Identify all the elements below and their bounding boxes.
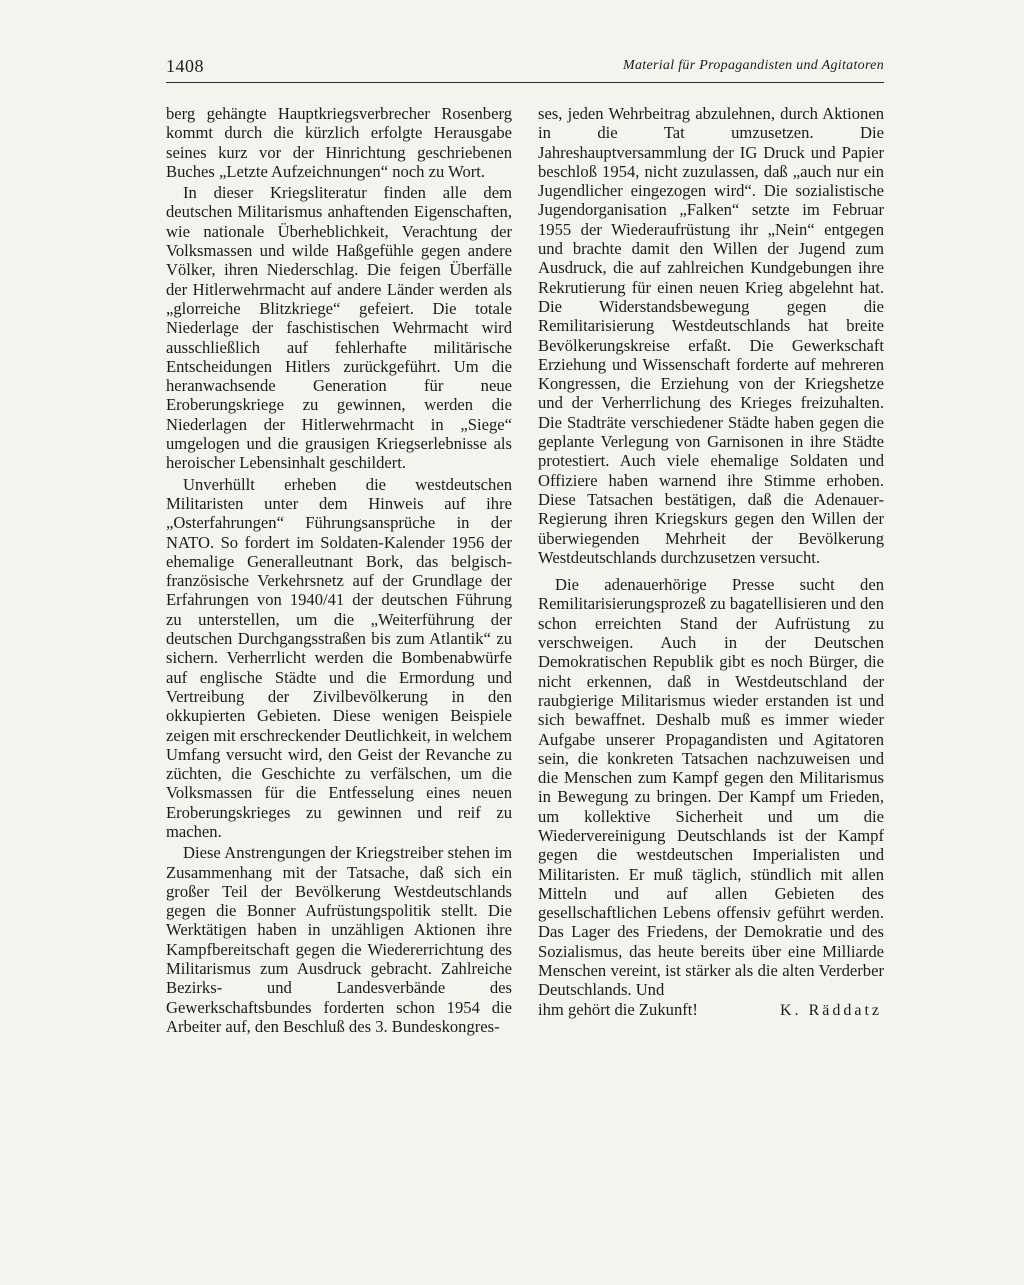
running-head: Material für Propagandisten und Agitatoren — [623, 58, 884, 73]
paragraph: Unverhüllt erheben die westdeutschen Militaristen unter dem Hinweis auf ihre „Osterfahrungen“ Führungsansprüche in der NATO. So fordert im Soldaten-Kalender 1956 der ehemalige Generalleutnant Bork, das belgisch-französische Verkehrsnetz auf der Grundlage der Erfahrungen von 1940/41 der deutschen Führung zu unterstellen, um die „Weiterführung der deutschen Durchgangsstraßen bis zum Atlantik“ zu sichern. Verherrlicht werden die Bombenabwürfe auf englische Städte und die Ermordung und Vertreibung der Zivilbevölkerung in den okkupierten Gebieten. Diese wenigen Beispiele zeigen mit erschreckender Deutlichkeit, in welchem Umfang versucht wird, den Geist der Revanche zu züchten, die Geschichte zu verfälschen, um die Volksmassen für die Entfesselung eines neuen Eroberungskrieges zu gewinnen und reif zu machen. — [166, 474, 512, 841]
paragraph: ses, jeden Wehrbeitrag abzulehnen, durch Aktionen in die Tat umzusetzen. Die Jahreshauptversammlung der IG Druck und Papier beschloß 1954, nicht zuzulassen, daß „auch nur ein Jugendlicher eingezogen wird“. Die sozialistische Jugendorganisation „Falken“ setzte im Februar 1955 der Wiederaufrüstung ihr „Nein“ entgegen und brachte damit den Willen der Jugend zum Ausdruck, die auf zahlreichen Kundgebungen ihre Rekrutierung für einen neuen Krieg abgelehnt hat. Die Widerstandsbewegung gegen die Remilitarisierung Westdeutschlands hat breite Bevölkerungskreise erfaßt. Die Gewerkschaft Erziehung und Wissenschaft forderte auf mehreren Kongressen, die Erziehung von der Kriegshetze und der Verherrlichung des Krieges freizuhalten. Die Stadträte verschiedener Städte haben gegen die geplante Verlegung von Garnisonen in ihre Städte protestiert. Auch viele ehemalige Soldaten und Offiziere haben warnend ihre Stimme erhoben. Diese Tatsachen bestätigen, daß die Adenauer-Regierung ihren Kriegskurs gegen den Willen der überwiegenden Mehrheit der Bevölkerung Westdeutschlands durchzusetzen versucht. — [538, 104, 884, 567]
closing-line — [538, 1000, 884, 1020]
right-column — [538, 104, 884, 1020]
author-signature: K. Räddatz — [780, 1001, 882, 1019]
paragraph: Die adenauerhörige Presse sucht den Remilitarisierungsprozeß zu bagatellisieren und den schon erreichten Stand der Aufrüstung zu verschweigen. Auch in der Deutschen Demokratischen Republik gibt es noch Bürger, die nicht erkennen, daß in Westdeutschland der raubgierige Militarismus wieder erstanden ist und sich bewaffnet. Deshalb muß es immer wieder Aufgabe unserer Propagandisten und Agitatoren sein, die konkreten Tatsachen nachzuweisen und die Menschen zum Kampf gegen den Militarismus in Bewegung zu bringen. Der Kampf um Frieden, um kollektive Sicherheit und um die Wiedervereinigung Deutschlands ist der Kampf gegen die westdeutschen Imperialisten und Militaristen. Er muß täglich, stündlich mit allen Mitteln und auf allen Gebieten des gesellschaftlichen Lebens offensiv geführt werden. Das Lager des Friedens, der Demokratie und des Sozialismus, das heute bereits über eine Milliarde Menschen vereint, ist stärker als die alten Verderber Deutschlands. Und — [538, 575, 884, 1000]
paragraph: In dieser Kriegsliteratur finden alle dem deutschen Militarismus anhaftenden Eigenschaften, wie nationale Überheblichkeit, Verachtung der Volksmassen und wilde Haßgefühle gegen andere Völker, ihren Niederschlag. Die feigen Überfälle der Hitlerwehrmacht auf andere Länder werden als „glorreiche Blitzkriege“ gefeiert. Die totale Niederlage der faschistischen Wehrmacht wird ausschließlich auf fehlerhafte militärische Entscheidungen Hitlers zurückgeführt. Um die heranwachsende Generation für neue Eroberungskriege zu gewinnen, werden die Niederlagen der Hitlerwehrmacht in „Siege“ umgelogen und die grausigen Kriegserlebnisse als heroischer Lebensinhalt geschildert. — [166, 183, 512, 473]
left-column — [166, 104, 512, 1036]
page-number: 1408 — [166, 56, 204, 76]
paragraph: berg gehängte Hauptkriegsverbrecher Rosenberg kommt durch die kürzlich erfolgte Herausgabe seines kurz vor der Hinrichtung geschriebenen Buches „Letzte Aufzeichnungen“ noch zu Wort. — [166, 104, 512, 181]
closing-text: ihm gehört die Zukunft! — [538, 999, 698, 1019]
paragraph: Diese Anstrengungen der Kriegstreiber stehen im Zusammenhang mit der Tatsache, daß sich ein großer Teil der Bevölkerung Westdeutschlands gegen die Bonner Aufrüstungspolitik stellt. Die Werktätigen haben in unzähligen Aktionen ihre Kampfbereitschaft gegen die Wiedererrichtung des Militarismus zum Ausdruck gebracht. Zahlreiche Bezirks- und Landesverbände des Gewerkschaftsbundes forderten schon 1954 die Arbeiter auf, den Beschluß des 3. Bundeskongres- — [166, 843, 512, 1036]
header-rule — [166, 82, 884, 83]
